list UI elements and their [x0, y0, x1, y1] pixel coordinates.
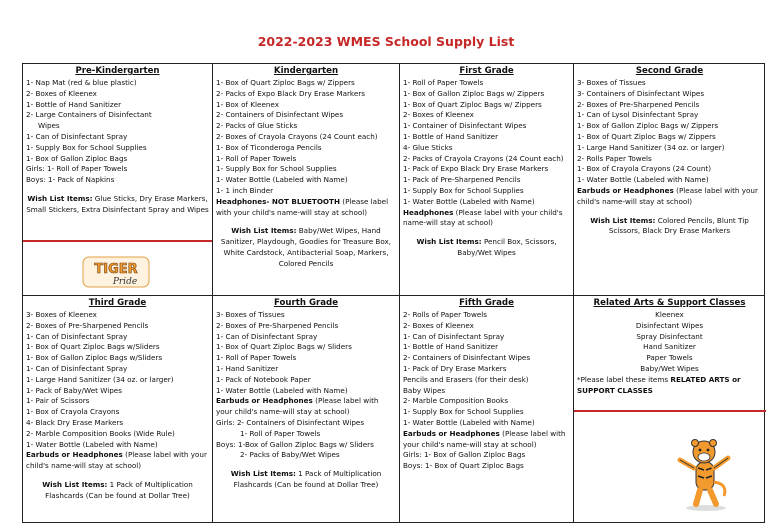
tiger-pride-logo: [81, 254, 151, 290]
note-bold: RELATED ARTS or SUPPORT CLASSES: [577, 374, 741, 395]
girls-item: 1- Roll of Paper Towels: [240, 428, 321, 438]
list-item: Kleenex: [655, 310, 684, 319]
list-item: 3- Boxes of Kleenex: [26, 310, 97, 319]
note-bold: Earbuds or Headphones: [403, 428, 500, 438]
list-item: 2- Boxes of Crayola Crayons (24 Count each): [216, 131, 378, 141]
list-item: 1- Pack of Dry Erase Markers: [403, 363, 507, 373]
kindergarten-cell: [213, 64, 399, 295]
list-item: 2- Packs of Crayola Crayons (24 Count each): [403, 153, 564, 163]
note-text: *Please label these items: [577, 374, 669, 384]
list-item: 1- Box of Ticonderoga Pencils: [216, 142, 322, 152]
list-item: Boys: 1- Pack of Napkins: [26, 175, 115, 185]
list-item: Girls: 1- Roll of Paper Towels: [26, 164, 128, 174]
list-item: 2- Large Containers of Disinfectant: [26, 110, 152, 120]
list-item: 1- Container of Disinfectant Wipes: [403, 121, 527, 131]
list-item: 1- Water Bottle (Labeled with Name): [403, 196, 535, 206]
list-item: 1- Can of Disinfectant Spray: [403, 331, 505, 341]
list-item: 2- Marble Composition Books: [403, 396, 509, 406]
list-item: 1- Supply Box for School Supplies: [403, 185, 524, 195]
list-item: 4- Black Dry Erase Markers: [26, 417, 124, 427]
fifth-grade-cell: [400, 296, 573, 524]
list-item: 1- Bottle of Hand Sanitizer: [26, 99, 122, 109]
headphones-note: [216, 396, 396, 418]
note-bold: Earbuds or Headphones: [577, 185, 674, 195]
list-item: 1- Box of Quart Ziploc Bags w/ Zippers: [577, 131, 716, 141]
list-item: 1- Roll of Paper Towels: [216, 153, 297, 163]
wish-text: 1 Pack of Multiplication Flashcards (Can be found at Dollar Tree): [233, 469, 382, 489]
second-grade-cell: [574, 64, 765, 295]
note-text: (Please label with your child's name-will stay at school): [216, 396, 379, 417]
list-item: 2- Boxes of Pre-Sharpened Pencils: [577, 99, 700, 109]
list-item: 2- Rolls Paper Towels: [577, 153, 652, 163]
wish-text: Baby/Wet Wipes, Hand Sanitizer, Playdough, Goodies for Treasure Box, White Cardstock, Antibacterial Soap, Markers, Colored Pencils: [220, 226, 392, 268]
wish-label: Wish List Items:: [230, 469, 296, 479]
list-item: 2- Containers of Disinfectant Wipes: [403, 353, 531, 363]
note-text: (Please label with your child's name-will stay at school): [577, 185, 758, 206]
note-bold: Earbuds or Headphones: [26, 450, 123, 460]
list-item: 1- Nap Mat (red & blue plastic): [26, 78, 137, 87]
wish-text: 1 Pack of Multiplication Flashcards (Can be found at Dollar Tree): [45, 479, 193, 500]
wish-label: Wish List Items:: [590, 215, 656, 225]
list-item: 1- Supply Box for School Supplies: [403, 407, 524, 417]
red-divider: [574, 410, 766, 412]
list-item: 1- Water Bottle (Labeled with Name): [216, 175, 348, 185]
list-item: 3- Boxes of Tissues: [216, 310, 285, 319]
list-item: 1- Pack of Expo Black Dry Erase Markers: [403, 164, 549, 174]
note-text: (Please label with your child's name-will stay at school): [216, 196, 389, 217]
girls-item: Girls: 1- Box of Gallon Ziploc Bags: [403, 450, 526, 460]
logo-text: TIGER: [94, 262, 138, 277]
list-item: 1- Supply Box for School Supplies: [26, 142, 147, 152]
list-item: Disinfectant Wipes: [635, 320, 704, 330]
list-item: 2- Boxes of Pre-Sharpened Pencils: [26, 320, 149, 330]
note-text: (Please label with your child's name-will stay at school): [26, 450, 207, 471]
list-item: 1- Box of Quart Ziploc Bags w/Sliders: [26, 342, 160, 352]
list-item: 1- Pack of Notebook Paper: [216, 374, 311, 384]
headphones-note: [26, 450, 209, 472]
red-divider: [23, 240, 212, 242]
related-arts-header: Related Arts & Support Classes: [593, 298, 746, 308]
list-item: 4- Glue Sticks: [403, 142, 453, 152]
list-item: 1- Box of Gallon Ziploc Bags: [26, 153, 128, 163]
list-item: 1- Roll of Paper Towels: [403, 78, 484, 87]
headphones-note: [577, 186, 762, 208]
list-item: 1- Hand Sanitizer: [216, 363, 279, 373]
wish-label: Wish List Items:: [42, 479, 108, 489]
list-item: 1- Bottle of Hand Sanitizer: [403, 342, 499, 352]
list-item: 2- Containers of Disinfectant Wipes: [216, 110, 344, 120]
fourth-grade-cell: [213, 296, 399, 524]
svg-text:Pride: Pride: [112, 277, 138, 287]
kindergarten-header: Kindergarten: [273, 66, 339, 76]
note-bold: Headphones- NOT BLUETOOTH: [216, 196, 340, 206]
prek-header: Pre-Kindergarten: [75, 66, 160, 76]
list-item: 1- Pack of Baby/Wet Wipes: [26, 385, 122, 395]
boys-item: Boys: 1- Box of Quart Ziploc Bags: [403, 461, 524, 471]
wish-text: Colored Pencils, Blunt Tip Scissors, Black Dry Erase Markers: [608, 215, 749, 236]
list-item: 1- Can of Disinfectant Spray: [26, 363, 128, 373]
list-item: 2- Boxes of Kleenex: [26, 88, 97, 98]
wish-label: Wish List Items:: [231, 226, 297, 236]
tiger-mascot-icon: [666, 432, 746, 512]
third-grade-header: Third Grade: [88, 298, 147, 308]
wish-list: [26, 194, 209, 216]
list-item: 1- Box of Crayola Crayons (24 Count): [577, 164, 712, 174]
list-item: 2- Boxes of Kleenex: [403, 320, 474, 330]
list-item: 1- Can of Disinfectant Spray: [216, 331, 318, 341]
list-item: 1- Water Bottle (Labeled with Name): [26, 439, 158, 449]
list-item: 1- Large Hand Sanitizer (34 oz. or larger): [577, 142, 725, 152]
wish-list: [26, 480, 209, 502]
list-item: 1- Can of Lysol Disinfectant Spray: [577, 110, 699, 120]
first-grade-cell: [400, 64, 573, 295]
list-item: 2- Boxes of Pre-Sharpened Pencils: [216, 320, 339, 330]
list-item: 2- Marble Composition Books (Wide Rule): [26, 428, 175, 438]
list-item: 1- Water Bottle (Labeled with Name): [216, 385, 348, 395]
list-item: 3- Containers of Disinfectant Wipes: [577, 88, 705, 98]
wish-label: Wish List Items:: [416, 237, 482, 247]
list-item: Paper Towels: [646, 353, 693, 363]
list-item: 1- Supply Box for School Supplies: [216, 164, 337, 174]
second-grade-header: Second Grade: [635, 66, 704, 76]
wish-label: Wish List Items:: [27, 193, 93, 203]
list-item: Wipes: [38, 121, 60, 131]
wish-text: Glue Sticks, Dry Erase Markers, Small Stickers, Extra Disinfectant Spray and Wipes: [26, 193, 209, 214]
note-text: (Please label with your child's name-will stay at school): [403, 207, 563, 228]
wish-list: [403, 237, 570, 259]
list-item: 1- 1 inch Binder: [216, 185, 274, 195]
list-item: 1- Water Bottle (Labeled with Name): [577, 175, 709, 185]
list-item: 1- Can of Disinfectant Spray: [26, 331, 128, 341]
wish-list: [577, 216, 762, 238]
list-item: 2- Rolls of Paper Towels: [403, 310, 488, 319]
list-item: Baby Wipes: [403, 385, 446, 395]
note-bold: Earbuds or Headphones: [216, 396, 313, 406]
label-note: [577, 375, 762, 397]
list-item: Baby/Wet Wipes: [640, 363, 699, 373]
wish-list: [216, 226, 396, 269]
list-item: 1- Box of Kleenex: [216, 99, 279, 109]
list-item: 1- Box of Gallon Ziploc Bags w/Sliders: [26, 353, 163, 363]
list-item: 1- Pack of Pre-Sharpened Pencils: [403, 175, 521, 185]
list-item: 3- Boxes of Tissues: [577, 78, 646, 87]
list-item: 2- Boxes of Kleenex: [403, 110, 474, 120]
headphones-note: [216, 197, 396, 219]
list-item: 1- Box of Quart Ziploc Bags w/ Sliders: [216, 342, 352, 352]
note-bold: Headphones: [403, 207, 454, 217]
boys-item: 2- Packs of Baby/Wet Wipes: [240, 450, 340, 460]
list-item: Pencils and Erasers (for their desk): [403, 374, 529, 384]
list-item: 1- Box of Gallon Ziploc Bags w/ Zippers: [577, 121, 719, 131]
note-text: (Please label with your child's name-will stay at school): [403, 428, 566, 449]
list-item: 1- Box of Gallon Ziploc Bags w/ Zippers: [403, 88, 545, 98]
list-item: 1- Bottle of Hand Sanitizer: [403, 131, 499, 141]
fifth-grade-header: Fifth Grade: [459, 298, 514, 308]
headphones-note: [403, 208, 570, 230]
first-grade-header: First Grade: [459, 66, 514, 76]
list-item: Hand Sanitizer: [643, 342, 696, 352]
list-item: 1- Box of Quart Ziploc Bags w/ Zippers: [403, 99, 542, 109]
supply-grid: [22, 63, 765, 523]
headphones-note: [403, 429, 570, 451]
third-grade-cell: [23, 296, 212, 524]
wish-list: [216, 469, 396, 491]
list-item: 1- Roll of Paper Towels: [216, 353, 297, 363]
fourth-grade-header: Fourth Grade: [273, 298, 339, 308]
list-item: 1- Can of Disinfectant Spray: [26, 131, 128, 141]
list-item: Spray Disinfectant: [636, 331, 703, 341]
list-item: 1- Large Hand Sanitizer (34 oz. or larger): [26, 374, 174, 384]
list-item: 1- Box of Quart Ziploc Bags w/ Zippers: [216, 78, 355, 87]
list-item: 1- Pair of Scissors: [26, 396, 90, 406]
list-item: 1- Box of Crayola Crayons: [26, 407, 120, 417]
wish-text: Pencil Box, Scissors, Baby/Wet Wipes: [457, 237, 557, 257]
page-title: 2022-2023 WMES School Supply List: [257, 34, 515, 49]
boys-item: Boys: 1-Box of Gallon Ziploc Bags w/ Sliders: [216, 439, 374, 449]
list-item: 2- Packs of Glue Sticks: [216, 121, 298, 131]
list-item: 1- Water Bottle (Labeled with Name): [403, 417, 535, 427]
list-item: 2- Packs of Expo Black Dry Erase Markers: [216, 88, 365, 98]
girls-item: Girls: 2- Containers of Disinfectant Wipes: [216, 417, 365, 427]
